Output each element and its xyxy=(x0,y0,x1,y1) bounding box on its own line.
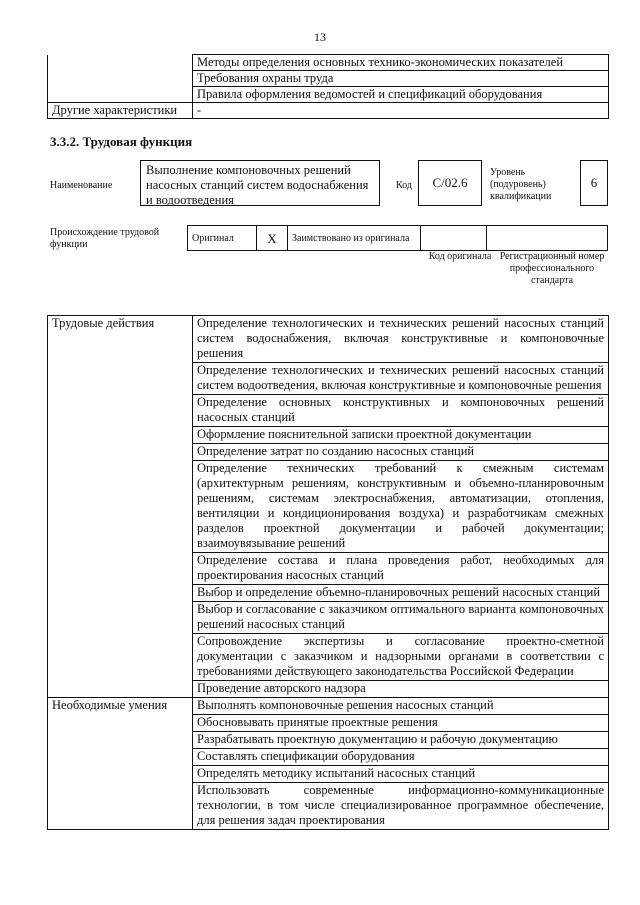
labor-action-label: Трудовые действия xyxy=(48,316,193,698)
labor-action-item: Определение технологических и технических решений насосных станций систем водоснабжения, включая конструктивные и компоновочные решения xyxy=(193,316,609,363)
level-label: Уровень (подуровень) квалификации xyxy=(490,167,552,202)
empty-cell xyxy=(48,87,193,103)
labor-action-item: Определение затрат по созданию насосных станций xyxy=(193,444,609,461)
labor-action-item: Сопровождение экспертизы и согласование проектно-сметной документации с заказчиком и надзорными органами в соответствии с требованиями действующего законодательства Российской Федерации xyxy=(193,634,609,681)
labor-action-item: Определение технических требований к смежным системам (архитектурным решениям, конструктивным и объемно-планировочным решениям, системам электроснабжения, автоматизации, отопления, вентиляции и кондиционирования воздуха) и разработчикам смежных разделов проектной документации и рабочей документации; взаимоувязывание решений xyxy=(193,461,609,553)
origin-label: Происхождение трудовой функции xyxy=(50,227,160,250)
table-row xyxy=(48,103,609,119)
other-characteristics-value: - xyxy=(193,103,609,119)
function-details-table xyxy=(47,315,609,830)
table-row xyxy=(48,55,609,71)
labor-action-item: Выбор и согласование с заказчиком оптимального варианта компоновочных решений насосных станций xyxy=(193,602,609,634)
original-mark: X xyxy=(257,226,288,251)
knowledge-item: Правила оформления ведомостей и спецификаций оборудования xyxy=(193,87,609,103)
knowledge-item: Требования охраны труда xyxy=(193,71,609,87)
knowledge-item: Методы определения основных технико-экономических показателей xyxy=(193,55,609,71)
function-name-box: Выполнение компоновочных решений насосных станций систем водоснабжения и водоотведения xyxy=(140,160,380,206)
code-original-cell xyxy=(421,226,487,251)
level-box: 6 xyxy=(580,160,608,206)
table-row xyxy=(48,87,609,103)
required-skill-item: Обосновывать принятые проектные решения xyxy=(193,715,609,732)
code-original-label: Код оригинала xyxy=(428,251,492,262)
labor-action-item: Определение технологических и технических решений насосных станций систем водоотведения, включая конструктивные и компоновочные решения xyxy=(193,363,609,395)
empty-cell xyxy=(48,71,193,87)
labor-action-item: Определение состава и плана проведения работ, необходимых для проектирования насосных станций xyxy=(193,553,609,585)
continuation-table xyxy=(47,54,609,119)
table-row xyxy=(48,71,609,87)
required-skill-label: Необходимые умения xyxy=(48,698,193,830)
code-label: Код xyxy=(396,180,412,191)
required-skill-item: Определять методику испытаний насосных станций xyxy=(193,766,609,783)
required-skill-item: Выполнять компоновочные решения насосных станций xyxy=(193,698,609,715)
borrowed-label: Заимствовано из оригинала xyxy=(288,226,421,251)
section-heading: 3.3.2. Трудовая функция xyxy=(50,134,193,149)
table-row xyxy=(48,316,609,363)
required-skill-item: Составлять спецификации оборудования xyxy=(193,749,609,766)
reg-number-cell xyxy=(487,226,608,251)
labor-action-item: Определение основных конструктивных и компоновочных решений насосных станций xyxy=(193,395,609,427)
required-skill-item: Использовать современные информационно-коммуникационные технологии, в том числе специализированное программное обеспечение, для решения задач проектирования xyxy=(193,783,609,830)
table-row xyxy=(48,698,609,715)
code-box: C/02.6 xyxy=(418,160,482,206)
origin-table xyxy=(187,225,608,251)
page-number: 13 xyxy=(314,30,326,44)
reg-number-label: Регистрационный номер профессионального стандарта xyxy=(499,251,605,286)
original-label: Оригинал xyxy=(188,226,257,251)
other-characteristics-label: Другие характеристики xyxy=(48,103,193,119)
labor-action-item: Оформление пояснительной записки проектной документации xyxy=(193,427,609,444)
table-row xyxy=(188,226,608,251)
name-label: Наименование xyxy=(50,180,113,191)
required-skill-item: Разрабатывать проектную документацию и рабочую документацию xyxy=(193,732,609,749)
labor-action-item: Выбор и определение объемно-планировочных решений насосных станций xyxy=(193,585,609,602)
labor-action-item: Проведение авторского надзора xyxy=(193,681,609,698)
empty-cell xyxy=(48,55,193,71)
